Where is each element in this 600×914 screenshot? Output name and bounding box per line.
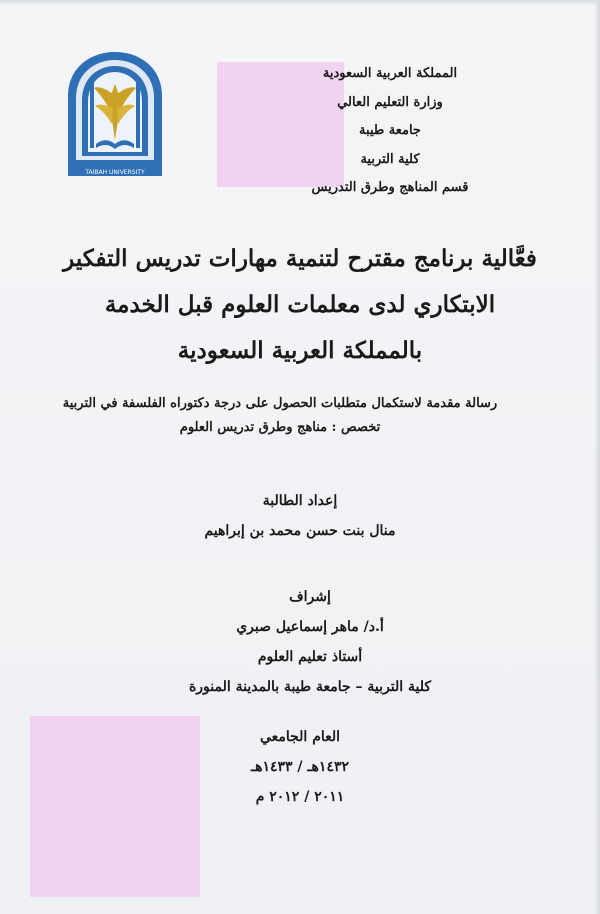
academic-year-label: العام الجامعي <box>259 729 341 745</box>
header-line-country: المملكة العربية السعودية <box>322 66 458 81</box>
header-line-university: جامعة طيبة <box>359 123 421 138</box>
supervisor-name: أ.د/ ماهر إسماعيل صبري <box>236 619 384 635</box>
institution-header <box>280 60 500 203</box>
student-name: منال بنت حسن محمد بن إبراهيم <box>204 523 396 539</box>
thesis-title-line-2: الابتكاري لدى معلمات العلوم قبل الخدمة <box>104 291 496 318</box>
degree-statement: رسالة مقدمة لاستكمال متطلبات الحصول على درجة دكتوراه الفلسفة في التربية <box>62 396 498 411</box>
taibah-university-logo <box>62 48 168 178</box>
supervision-section <box>140 582 480 702</box>
header-line-college: كلية التربية <box>360 151 420 167</box>
thesis-title-line-3: بالمملكة العربية السعودية <box>177 337 423 364</box>
academic-year-gregorian: ٢٠١١ / ٢٠١٢ م <box>255 789 345 805</box>
thesis-title <box>60 236 540 374</box>
header-line-ministry: وزارة التعليم العالي <box>337 94 443 110</box>
page-edge-shadow-top <box>0 0 600 6</box>
prepared-by-section <box>140 486 460 546</box>
academic-year-section <box>160 722 440 812</box>
thesis-title-line-1: فعَّالية برنامج مقترح لتنمية مهارات تدريس التفكير <box>63 245 537 272</box>
academic-year-hijri: ١٤٣٢هـ / ١٤٣٣هـ <box>251 759 349 775</box>
header-line-department: قسم المناهج وطرق التدريس <box>311 180 469 195</box>
supervisor-affiliation: كلية التربية – جامعة طيبة بالمدينة المنورة <box>188 679 432 695</box>
prepared-by-label: إعداد الطالبة <box>262 493 338 509</box>
logo-caption: TAIBAH UNIVERSITY <box>85 169 145 176</box>
supervisor-position: أستاذ تعليم العلوم <box>257 649 363 665</box>
thesis-subtitle <box>40 392 520 440</box>
supervision-label: إشراف <box>289 589 331 605</box>
specialization: تخصص : مناهج وطرق تدريس العلوم <box>179 420 381 435</box>
page-edge-shadow-right <box>594 0 600 914</box>
